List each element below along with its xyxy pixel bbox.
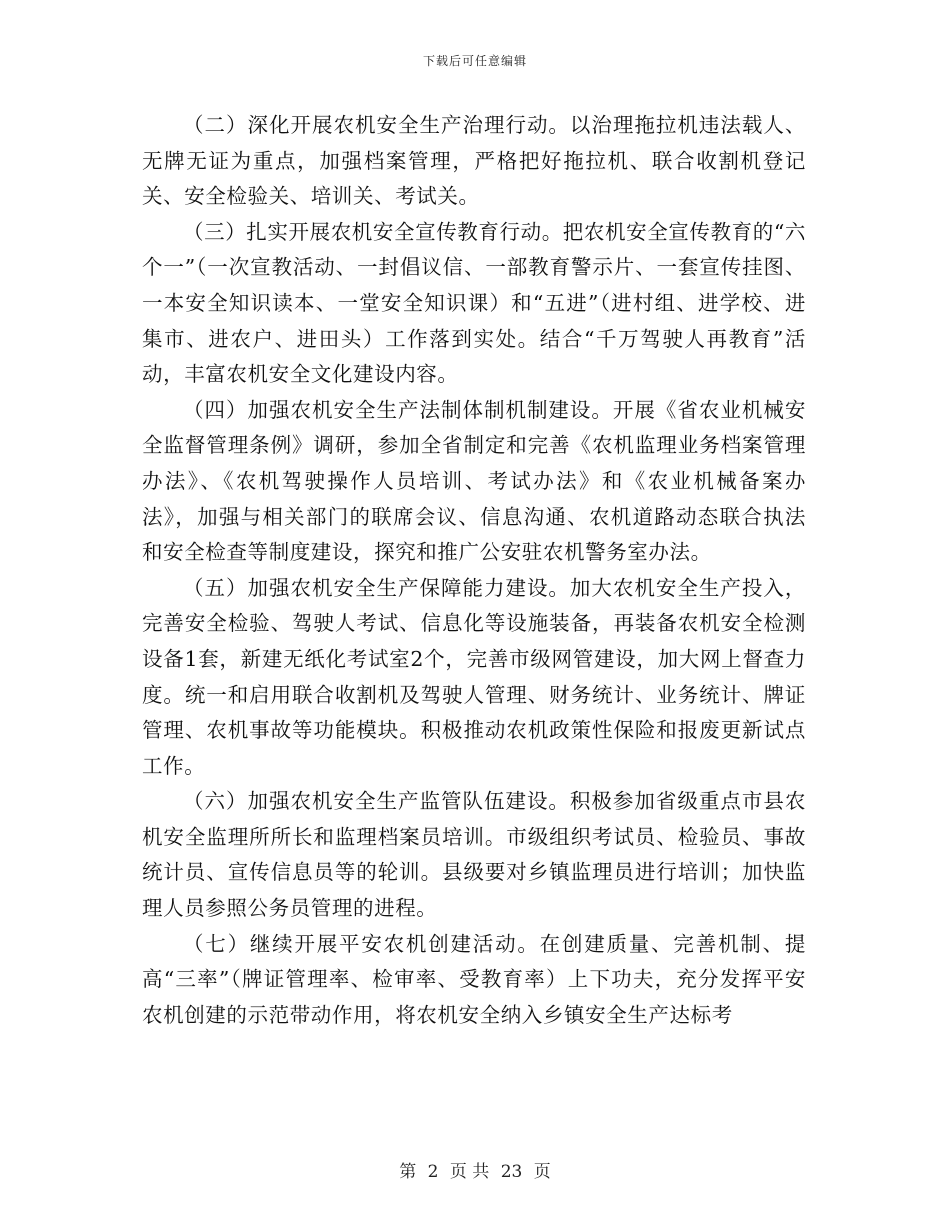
footer-page-number: 2: [427, 1162, 439, 1182]
footer-total-pages: 23: [500, 1162, 523, 1182]
page-footer: [0, 1157, 950, 1182]
document-body: [142, 108, 806, 1033]
paragraph-3: （三）扎实开展农机安全宣传教育行动。把农机安全宣传教育的“六个一”（一次宣教活动、一封倡议信、一部教育警示片、一套宣传挂图、一本安全知识读本、一堂安全知识课）和“五进”（进村组、进学校、进集市、进农户、进田头）工作落到实处。结合“千万驾驶人再教育”活动，丰富农机安全文化建设内容。: [142, 219, 806, 387]
footer-suffix: 页: [533, 1162, 551, 1182]
paragraph-2: （二）深化开展农机安全生产治理行动。以治理拖拉机违法载人、无牌无证为重点，加强档案管理，严格把好拖拉机、联合收割机登记关、安全检验关、培训关、考试关。: [142, 113, 806, 209]
footer-prefix: 第: [399, 1162, 417, 1182]
paragraph-5: （五）加强农机安全生产保障能力建设。加大农机安全生产投入，完善安全检验、驾驶人考试、信息化等设施装备，再装备农机安全检测设备1套，新建无纸化考试室2个，完善市级网管建设，加大网上督查力度。统一和启用联合收割机及驾驶人管理、财务统计、业务统计、牌证管理、农机事故等功能模块。积极推动农机政策性保险和报废更新试点工作。: [142, 575, 806, 778]
footer-middle: 页 共: [449, 1162, 490, 1182]
paragraph-6: （六）加强农机安全生产监管队伍建设。积极参加省级重点市县农机安全监理所所长和监理档案员培训。市级组织考试员、检验员、事故统计员、宣传信息员等的轮训。县级要对乡镇监理员进行培训；加快监理人员参照公务员管理的进程。: [142, 789, 806, 921]
paragraph-7: （七）继续开展平安农机创建活动。在创建质量、完善机制、提高“三率”（牌证管理率、检审率、受教育率）上下功夫，充分发挥平安农机创建的示范带动作用，将农机安全纳入乡镇安全生产达标考: [142, 931, 806, 1027]
header-note: 下载后可任意编辑: [422, 54, 527, 68]
paragraph-4: （四）加强农机安全生产法制体制机制建设。开展《省农业机械安全监督管理条例》调研，参加全省制定和完善《农机监理业务档案管理办法》、《农机驾驶操作人员培训、考试办法》和《农业机械备案办法》，加强与相关部门的联席会议、信息沟通、农机道路动态联合执法和安全检查等制度建设，探究和推广公安驻农机警务室办法。: [142, 397, 806, 565]
